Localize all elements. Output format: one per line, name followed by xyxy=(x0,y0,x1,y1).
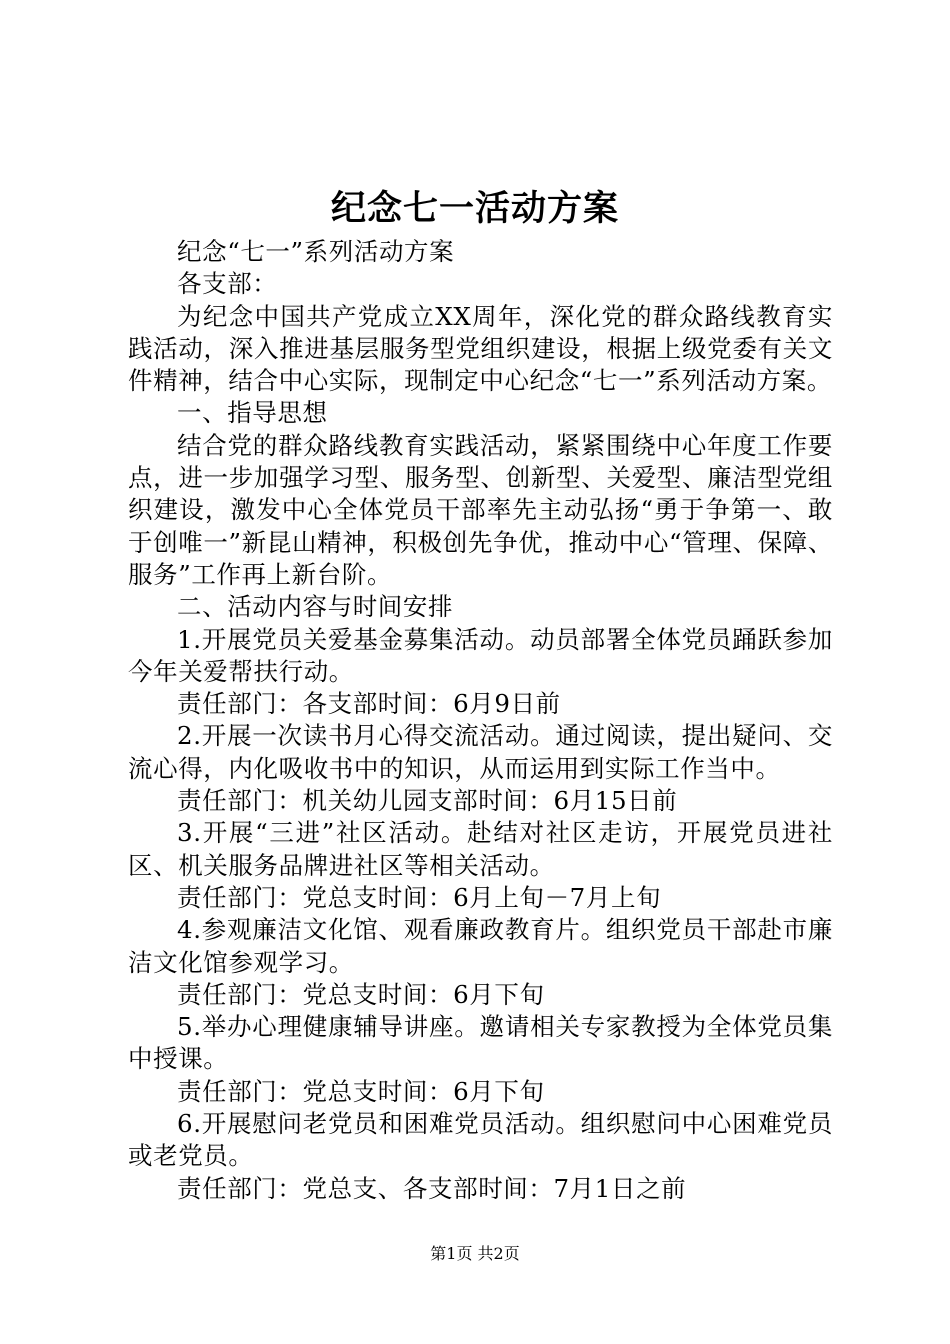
paragraph-guiding-ideology: 结合党的群众路线教育实践活动，紧紧围绕中心年度工作要点，进一步加强学习型、服务型、创新型、关爱型、廉洁型党组织建设，激发中心全体党员干部率先主动弘扬“勇于争第一、敢于创唯一”新昆山精神，积极创先争优，推动中心“管理、保障、服务”工作再上新台阶。 xyxy=(128,430,833,589)
heading-activities-schedule: 二、活动内容与时间安排 xyxy=(177,592,454,622)
activity-responsibility-2: 责任部门：机关幼儿园支部时间：6月15日前 xyxy=(177,786,678,816)
activity-responsibility-6: 责任部门：党总支、各支部时间：7月1日之前 xyxy=(177,1173,687,1203)
activity-responsibility-5: 责任部门：党总支时间：6月下旬 xyxy=(177,1076,545,1106)
activity-item-5: 5.举办心理健康辅导讲座。邀请相关专家教授为全体党员集中授课。 xyxy=(128,1012,833,1074)
activity-item-1: 1.开展党员关爱基金募集活动。动员部署全体党员踊跃参加今年关爱帮扶行动。 xyxy=(128,624,833,686)
activity-item-6: 6.开展慰问老党员和困难党员活动。组织慰问中心困难党员或老党员。 xyxy=(128,1109,833,1171)
paragraph-salutation: 各支部： xyxy=(177,269,278,299)
document-body xyxy=(128,236,833,1205)
activity-item-3: 3.开展“三进”社区活动。赴结对社区走访，开展党员进社区、机关服务品牌进社区等相关活动。 xyxy=(128,818,833,880)
paragraph-intro: 为纪念中国共产党成立XX周年，深化党的群众路线教育实践活动，深入推进基层服务型党组织建设，根据上级党委有关文件精神，结合中心实际，现制定中心纪念“七一”系列活动方案。 xyxy=(128,301,833,396)
activity-item-2: 2.开展一次读书月心得交流活动。通过阅读，提出疑问、交流心得，内化吸收书中的知识，从而运用到实际工作当中。 xyxy=(128,721,833,783)
activity-responsibility-3: 责任部门：党总支时间：6月上旬－7月上旬 xyxy=(177,882,662,912)
heading-guiding-ideology: 一、指导思想 xyxy=(177,398,328,428)
activity-responsibility-1: 责任部门：各支部时间：6月9日前 xyxy=(177,689,561,719)
activity-item-4: 4.参观廉洁文化馆、观看廉政教育片。组织党员干部赴市廉洁文化馆参观学习。 xyxy=(128,915,833,977)
document-title: 纪念七一活动方案 xyxy=(330,188,619,229)
page-number-footer: 第1页 共2页 xyxy=(430,1244,520,1263)
activity-responsibility-4: 责任部门：党总支时间：6月下旬 xyxy=(177,979,545,1009)
paragraph-subtitle: 纪念“七一”系列活动方案 xyxy=(177,237,455,266)
